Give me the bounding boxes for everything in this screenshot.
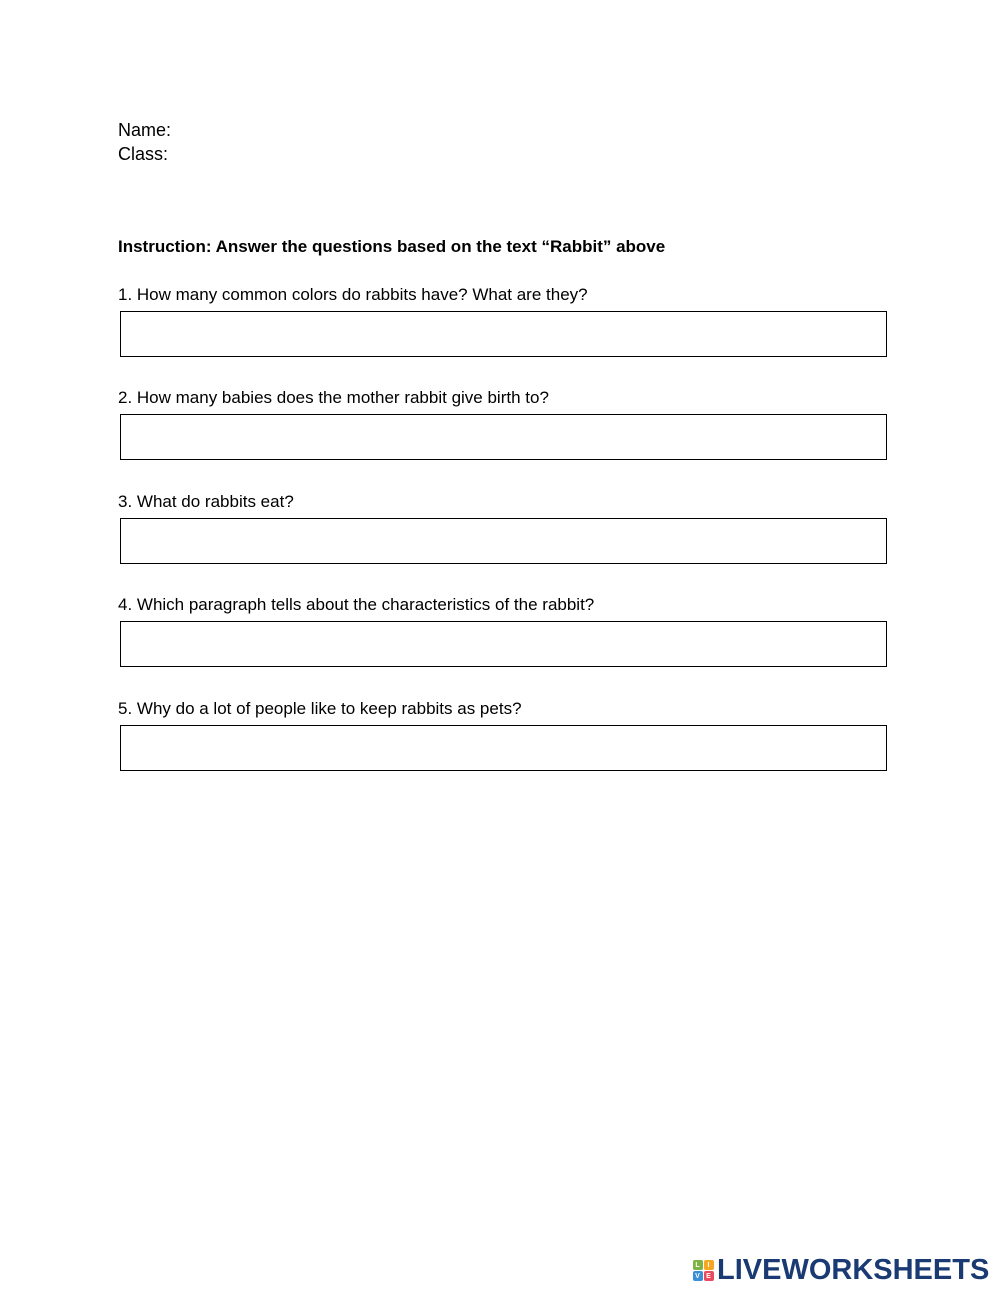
answer-box-5[interactable]: [120, 725, 887, 771]
name-label: Name:: [118, 120, 172, 140]
brand-wordmark: LIVEWORKSHEETS: [717, 1254, 990, 1286]
logo-letter-l: L: [693, 1260, 703, 1270]
question-4: [118, 594, 888, 667]
question-2: [118, 387, 888, 460]
answer-box-3[interactable]: [120, 518, 887, 564]
answer-box-4[interactable]: [120, 621, 887, 667]
liveworksheets-brand[interactable]: [692, 1255, 989, 1285]
logo-letter-e: E: [704, 1271, 714, 1281]
answer-box-2[interactable]: [120, 414, 887, 460]
instruction-text: Instruction: Answer the questions based on the text “Rabbit” above: [118, 237, 666, 256]
question-3: [118, 491, 888, 564]
logo-letter-i: I: [704, 1260, 714, 1270]
question-5: [118, 698, 888, 771]
question-text: 3. What do rabbits eat?: [118, 492, 294, 511]
answer-box-1[interactable]: [120, 311, 887, 357]
class-label: Class:: [118, 144, 169, 164]
question-text: 4. Which paragraph tells about the characteristics of the rabbit?: [118, 595, 595, 614]
question-1: [118, 284, 888, 357]
question-text: 2. How many babies does the mother rabbit give birth to?: [118, 388, 549, 407]
logo-letter-v: V: [693, 1271, 703, 1281]
student-info: [118, 118, 171, 166]
question-text: 1. How many common colors do rabbits have? What are they?: [118, 285, 588, 304]
question-text: 5. Why do a lot of people like to keep rabbits as pets?: [118, 699, 522, 718]
liveworksheets-logo-icon: [692, 1259, 714, 1281]
